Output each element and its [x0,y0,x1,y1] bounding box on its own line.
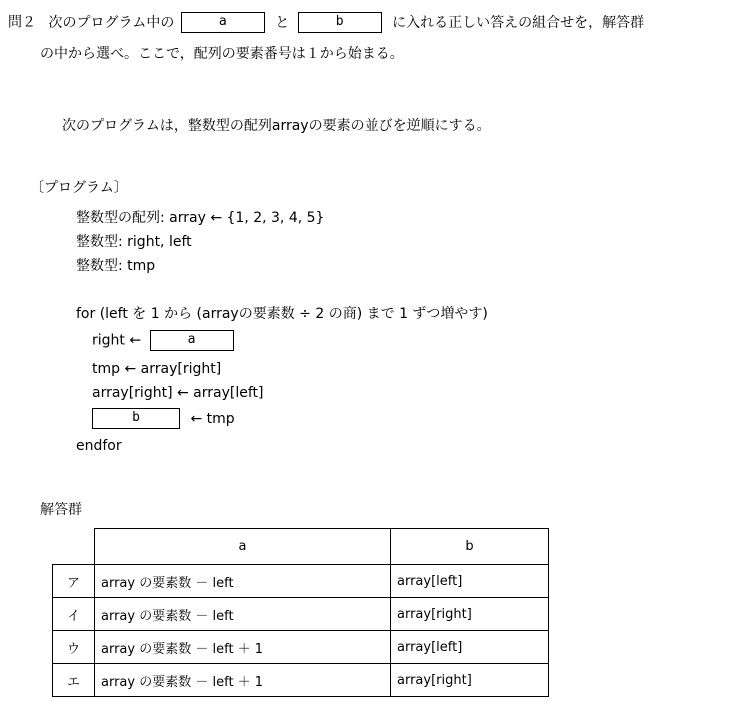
question-number: 問２ [8,14,36,31]
blank-b-box: b [298,12,382,33]
answer-row-i[interactable] [53,598,549,631]
answers-header-b: b [391,529,549,565]
question-line-1 [8,12,644,33]
question-conj: と [275,14,290,31]
answer-b-value: array[left] [391,565,549,598]
answer-key: ア [53,565,95,598]
program-endfor: endfor [76,438,122,454]
answer-key: ウ [53,631,95,664]
b-assign-text: ← tmp [190,410,235,427]
answers-title: 解答群 [40,502,82,518]
blank-a-box: a [181,12,265,33]
answer-a-value: array の要素数 － left ＋ 1 [95,664,391,697]
answer-a-value: array の要素数 － left [95,598,391,631]
program-decl-1: 整数型の配列: array ← {1, 2, 3, 4, 5} [76,210,325,226]
answer-a-value: array の要素数 － left ＋ 1 [95,631,391,664]
answers-table [52,528,549,697]
answers-header-empty [53,529,95,565]
program-decl-3: 整数型: tmp [76,258,156,274]
description: 次のプログラムは，整数型の配列arrayの要素の並びを逆順にする。 [62,118,491,134]
program-b-line [92,408,235,429]
question-text-2: に入れる正しい答えの組合せを，解答群 [392,14,645,31]
answer-key: イ [53,598,95,631]
program-header: 〔プログラム〕 [30,180,128,196]
answer-b-value: array[right] [391,664,549,697]
program-for-line: for (left を 1 から (arrayの要素数 ÷ 2 の商) まで 1 ずつ増やす) [76,306,488,322]
right-assign-text: right ← [92,332,142,349]
answer-row-e[interactable] [53,664,549,697]
answer-row-a[interactable] [53,565,549,598]
program-blank-a: a [150,330,234,351]
program-blank-b: b [92,408,180,429]
answer-a-value: array の要素数 － left [95,565,391,598]
answer-key: エ [53,664,95,697]
program-right-line [92,330,234,351]
question-line-2: の中から選べ。ここで，配列の要素番号は１から始まる。 [40,46,404,62]
answer-b-value: array[right] [391,598,549,631]
answers-header-a: a [95,529,391,565]
program-decl-2: 整数型: right, left [76,234,192,250]
answer-row-u[interactable] [53,631,549,664]
answer-b-value: array[left] [391,631,549,664]
answers-header-row [53,529,549,565]
program-swap-line: array[right] ← array[left] [92,385,264,401]
program-tmp-line: tmp ← array[right] [92,361,222,377]
question-text-1: 次のプログラム中の [48,14,175,31]
